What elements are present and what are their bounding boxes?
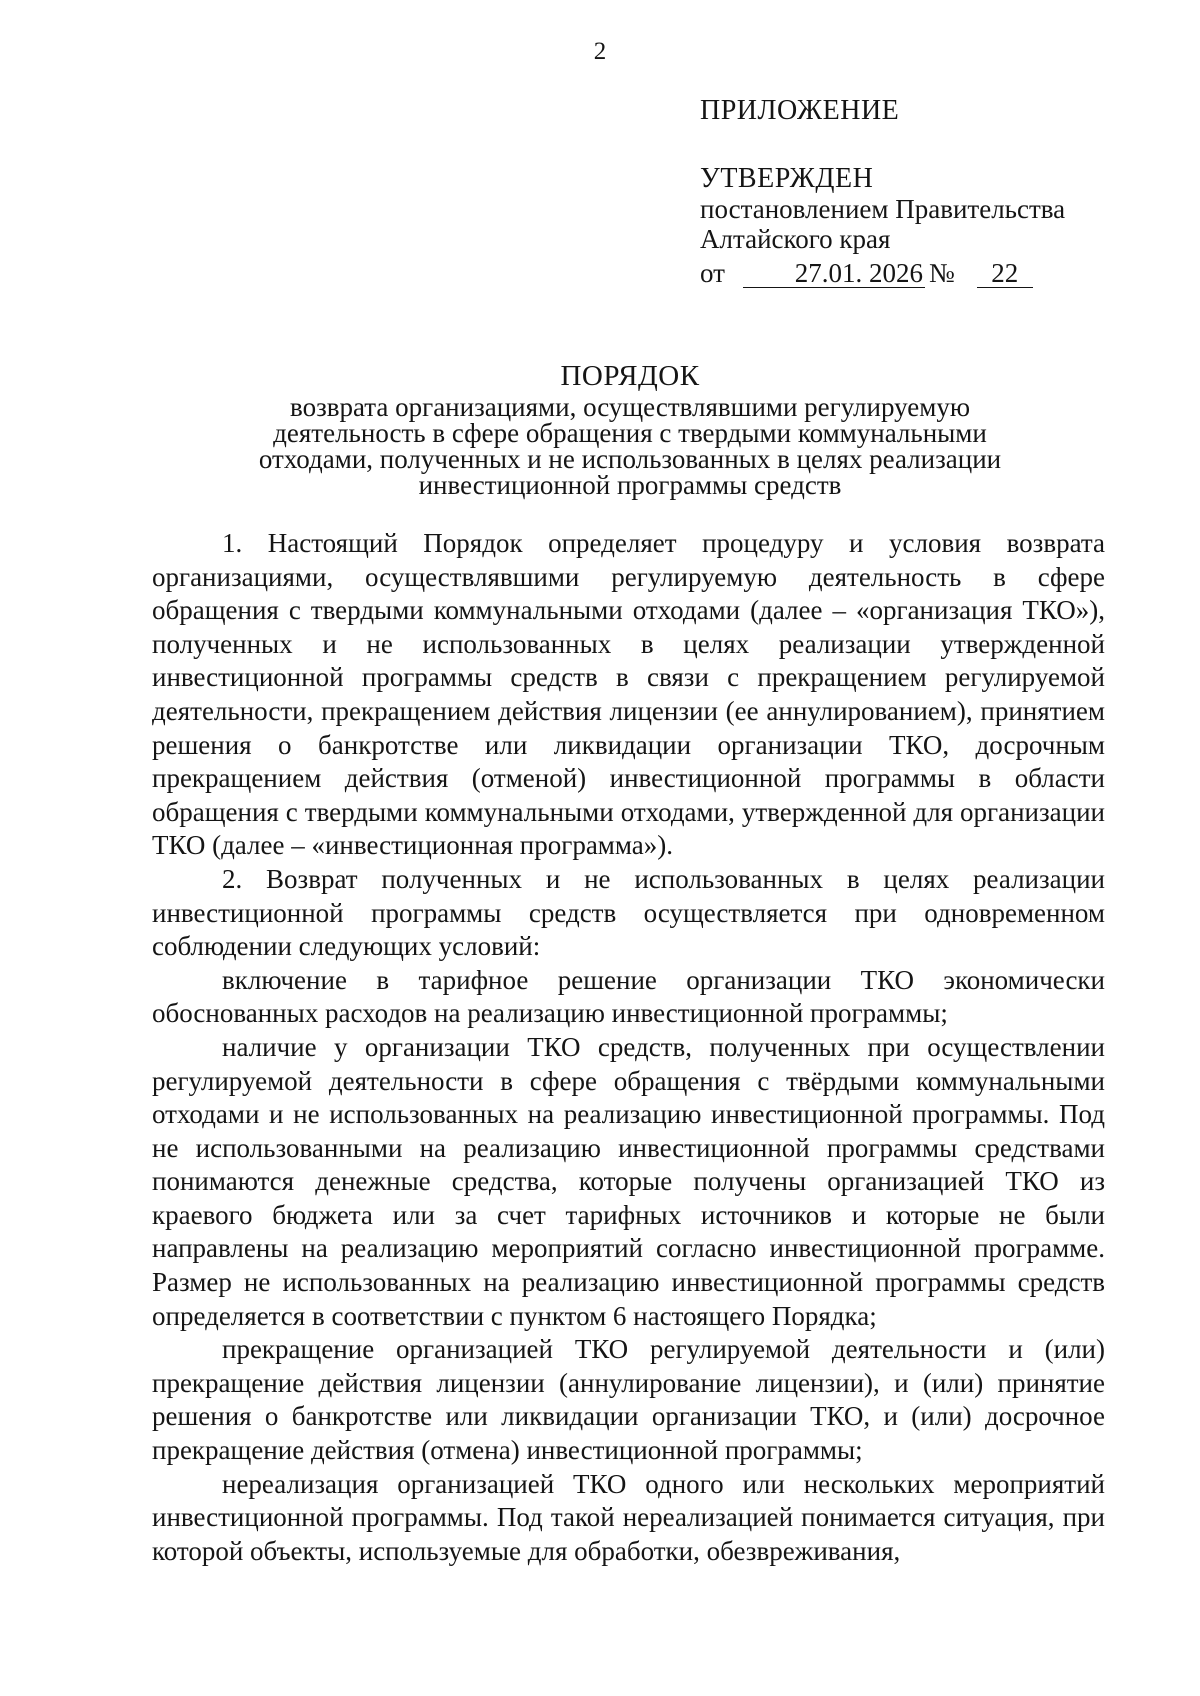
paragraph: включение в тарифное решение организации ТКО экономически обоснованных расходов на реализацию инвестиционной программы; [152, 964, 1105, 1029]
appendix-heading: ПРИЛОЖЕНИЕ [700, 95, 900, 126]
title-line: отходами, полученных и не использованных в целях реализации [258, 444, 1002, 474]
title-line: деятельность в сфере обращения с твердыми коммунальными [273, 418, 987, 448]
date-prefix: от [700, 258, 725, 288]
decree-date: 27.01. 2026 [743, 259, 925, 288]
date-number-line [700, 258, 1120, 288]
page-number: 2 [593, 38, 607, 65]
title-line: возврата организациями, осуществлявшими регулируемую [290, 392, 970, 422]
document-title: ПОРЯДОК [560, 360, 700, 392]
paragraph: 2. Возврат полученных и не использованных в целях реализации инвестиционной программы средств осуществляется при одновременном соблюдении следующих условий: [152, 863, 1105, 962]
paragraph: нереализация организацией ТКО одного или нескольких мероприятий инвестиционной программы. Под такой нереализацией понимается ситуация, при которой объекты, используемые для обработки, обезвреживания, [152, 1468, 1105, 1566]
approval-block [700, 96, 1120, 288]
document-body [152, 527, 1105, 1568]
approved-by-line-1: постановлением Правительства [700, 194, 1066, 224]
number-label: № [928, 258, 955, 288]
title-line: инвестиционной программы средств [418, 470, 842, 500]
document-title-block [150, 358, 1110, 498]
approved-heading: УТВЕРЖДЕН [700, 163, 874, 194]
paragraph: 1. Настоящий Порядок определяет процедуру и условия возврата организациями, осуществлявшими регулируемую деятельность в сфере обращения с твердыми коммунальными отходами (далее – «организация ТКО»), полученных и не использованных в целях реализации утвержденной инвестиционной программы средств в связи с прекращением регулируемой деятельности, прекращением действия лицензии (ее аннулированием), принятием решения о банкротстве или ликвидации организации ТКО, досрочным прекращением действия (отменой) инвестиционной программы в области обращения с твердыми коммунальными отходами, утвержденной для организации ТКО (далее – «инвестиционная программа»). [152, 528, 1105, 861]
paragraph: прекращение организацией ТКО регулируемой деятельности и (или) прекращение действия лицензии (аннулирование лицензии), и (или) принятие решения о банкротстве или ликвидации организации ТКО, и (или) досрочное прекращение действия (отмена) инвестиционной программы; [152, 1334, 1105, 1466]
approved-by-line-2: Алтайского края [700, 224, 891, 254]
paragraph: наличие у организации ТКО средств, полученных при осуществлении регулируемой деятельности в сфере обращения с твёрдыми коммунальными отходами и не использованных на реализацию инвестиционной программы. Под не использованными на реализацию инвестиционной программы средствами понимаются денежные средства, которые получены организацией ТКО из краевого бюджета или за счет тарифных источников и которые не были направлены на реализацию мероприятий согласно инвестиционной программе. Размер не использованных на реализацию инвестиционной программы средств определяется в соответствии с пунктом 6 настоящего Порядка; [152, 1031, 1105, 1331]
decree-number: 22 [977, 259, 1033, 288]
